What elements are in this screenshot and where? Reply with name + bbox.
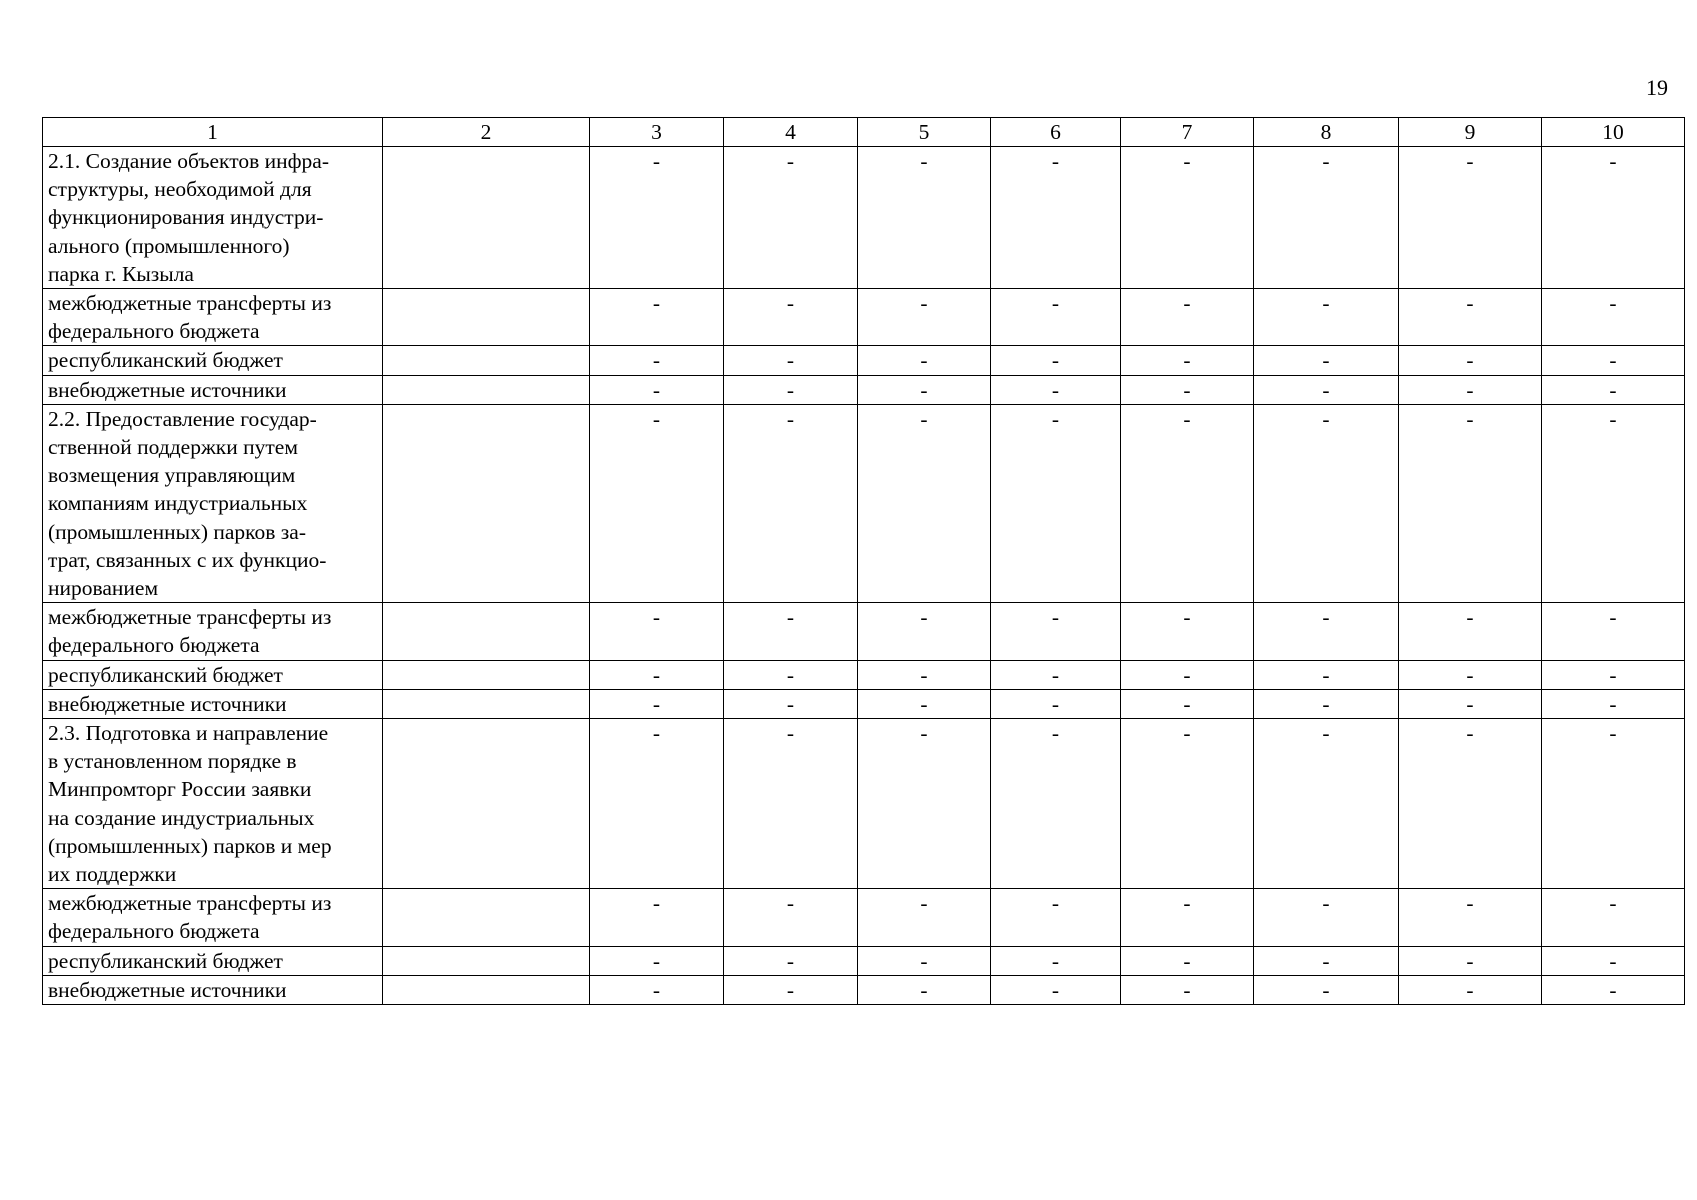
row-label-line: 2.1. Создание объектов инфра-	[48, 149, 329, 173]
table-row	[43, 346, 1685, 375]
row-col2-cell	[383, 346, 590, 375]
value-cell: -	[724, 147, 858, 289]
row-label-line: 2.2. Предоставление государ-	[48, 406, 317, 431]
column-header: 7	[1121, 118, 1254, 147]
value-cell: -	[590, 404, 724, 602]
value-cell: -	[1254, 975, 1399, 1004]
value-cell: -	[858, 289, 991, 346]
row-label-line: функционирования индустри-	[48, 205, 324, 230]
row-label-line: на создание индустриальных	[48, 805, 315, 830]
row-label	[43, 375, 383, 404]
value-cell: -	[590, 689, 724, 718]
row-label-line: (промышленных) парков за-	[48, 519, 306, 544]
row-label-line: ального (промышленного)	[48, 233, 290, 258]
row-label-line: межбюджетные трансферты из	[48, 291, 332, 316]
value-cell: -	[1121, 404, 1254, 602]
value-cell: -	[1121, 346, 1254, 375]
value-cell: -	[1121, 660, 1254, 689]
value-cell: -	[1254, 404, 1399, 602]
row-col2-cell	[383, 660, 590, 689]
value-cell: -	[1399, 603, 1542, 660]
value-cell: -	[1254, 147, 1399, 289]
column-header: 1	[43, 118, 383, 147]
row-label	[43, 404, 383, 602]
value-cell: -	[1254, 946, 1399, 975]
column-header: 10	[1542, 118, 1685, 147]
value-cell: -	[1121, 889, 1254, 946]
table-row	[43, 889, 1685, 946]
row-label-line: республиканский бюджет	[48, 662, 283, 687]
value-cell: -	[991, 289, 1121, 346]
row-label-line: структуры, необходимой для	[48, 177, 312, 202]
value-cell: -	[991, 975, 1121, 1004]
value-cell: -	[1399, 975, 1542, 1004]
value-cell: -	[590, 889, 724, 946]
value-cell: -	[858, 660, 991, 689]
value-cell: -	[1542, 603, 1685, 660]
value-cell: -	[1542, 660, 1685, 689]
funding-table	[42, 117, 1685, 1005]
row-label	[43, 289, 383, 346]
value-cell: -	[1399, 404, 1542, 602]
row-label-line: в установленном порядке в	[48, 749, 297, 774]
value-cell: -	[590, 975, 724, 1004]
value-cell: -	[724, 660, 858, 689]
row-label-line: их поддержки	[48, 862, 177, 887]
value-cell: -	[1399, 889, 1542, 946]
row-col2-cell	[383, 147, 590, 289]
value-cell: -	[1399, 375, 1542, 404]
table-row	[43, 660, 1685, 689]
column-header: 5	[858, 118, 991, 147]
value-cell: -	[724, 603, 858, 660]
value-cell: -	[590, 719, 724, 889]
row-label	[43, 689, 383, 718]
value-cell: -	[590, 603, 724, 660]
value-cell: -	[991, 719, 1121, 889]
value-cell: -	[1542, 404, 1685, 602]
row-label-line: 2.3. Подготовка и направление	[48, 721, 329, 746]
value-cell: -	[858, 946, 991, 975]
row-col2-cell	[383, 289, 590, 346]
value-cell: -	[1542, 975, 1685, 1004]
value-cell: -	[1399, 147, 1542, 289]
value-cell: -	[1254, 660, 1399, 689]
row-label	[43, 719, 383, 889]
table-row	[43, 404, 1685, 602]
table-row	[43, 719, 1685, 889]
row-col2-cell	[383, 375, 590, 404]
row-label-line: трат, связанных с их функцио-	[48, 547, 327, 572]
value-cell: -	[1121, 946, 1254, 975]
row-label	[43, 660, 383, 689]
row-label-line: республиканский бюджет	[48, 948, 283, 973]
table-row	[43, 375, 1685, 404]
value-cell: -	[724, 404, 858, 602]
value-cell: -	[858, 689, 991, 718]
value-cell: -	[1542, 147, 1685, 289]
table-body	[43, 118, 1685, 1005]
value-cell: -	[1542, 289, 1685, 346]
value-cell: -	[590, 375, 724, 404]
row-col2-cell	[383, 404, 590, 602]
value-cell: -	[1542, 946, 1685, 975]
value-cell: -	[590, 660, 724, 689]
value-cell: -	[1121, 975, 1254, 1004]
value-cell: -	[1542, 889, 1685, 946]
row-label-line: внебюджетные источники	[48, 377, 287, 402]
value-cell: -	[1542, 719, 1685, 889]
value-cell: -	[1121, 603, 1254, 660]
value-cell: -	[1542, 375, 1685, 404]
value-cell: -	[1121, 375, 1254, 404]
value-cell: -	[991, 404, 1121, 602]
value-cell: -	[1254, 603, 1399, 660]
column-header: 3	[590, 118, 724, 147]
row-label	[43, 975, 383, 1004]
row-col2-cell	[383, 946, 590, 975]
value-cell: -	[1121, 689, 1254, 718]
value-cell: -	[1254, 719, 1399, 889]
value-cell: -	[858, 375, 991, 404]
value-cell: -	[858, 404, 991, 602]
value-cell: -	[1121, 289, 1254, 346]
row-label-line: республиканский бюджет	[48, 348, 283, 373]
row-label-line: Минпромторг России заявки	[48, 777, 312, 802]
page-number: 19	[1646, 75, 1668, 100]
value-cell: -	[1399, 689, 1542, 718]
value-cell: -	[991, 889, 1121, 946]
value-cell: -	[991, 660, 1121, 689]
table-row	[43, 946, 1685, 975]
column-header: 6	[991, 118, 1121, 147]
value-cell: -	[590, 289, 724, 346]
column-header: 9	[1399, 118, 1542, 147]
row-label-line: ственной поддержки путем	[48, 435, 298, 460]
value-cell: -	[991, 689, 1121, 718]
table-row	[43, 689, 1685, 718]
value-cell: -	[590, 346, 724, 375]
row-col2-cell	[383, 975, 590, 1004]
value-cell: -	[858, 346, 991, 375]
value-cell: -	[991, 375, 1121, 404]
row-col2-cell	[383, 889, 590, 946]
table-row	[43, 289, 1685, 346]
row-label-line: возмещения управляющим	[48, 463, 296, 488]
row-label-line: внебюджетные источники	[48, 977, 287, 1002]
value-cell: -	[1254, 346, 1399, 375]
column-header: 8	[1254, 118, 1399, 147]
value-cell: -	[724, 289, 858, 346]
value-cell: -	[991, 946, 1121, 975]
row-label-line: парка г. Кызыла	[48, 261, 194, 286]
table-row	[43, 603, 1685, 660]
row-label-line: межбюджетные трансферты из	[48, 605, 332, 630]
row-col2-cell	[383, 603, 590, 660]
value-cell: -	[724, 346, 858, 375]
value-cell: -	[1121, 147, 1254, 289]
row-label	[43, 603, 383, 660]
value-cell: -	[724, 975, 858, 1004]
row-label-line: межбюджетные трансферты из	[48, 891, 332, 916]
value-cell: -	[1254, 375, 1399, 404]
value-cell: -	[724, 375, 858, 404]
value-cell: -	[1399, 719, 1542, 889]
value-cell: -	[1254, 289, 1399, 346]
value-cell: -	[1254, 689, 1399, 718]
value-cell: -	[858, 147, 991, 289]
value-cell: -	[724, 689, 858, 718]
row-label-line: федерального бюджета	[48, 633, 260, 658]
row-label-line: компаниям индустриальных	[48, 491, 308, 516]
value-cell: -	[590, 946, 724, 975]
row-label-line: внебюджетные источники	[48, 691, 287, 716]
row-label-line: (промышленных) парков и мер	[48, 833, 332, 858]
table-row	[43, 975, 1685, 1004]
value-cell: -	[1399, 660, 1542, 689]
value-cell: -	[858, 603, 991, 660]
value-cell: -	[858, 889, 991, 946]
row-col2-cell	[383, 719, 590, 889]
row-label-line: федерального бюджета	[48, 319, 260, 344]
value-cell: -	[1399, 289, 1542, 346]
value-cell: -	[724, 946, 858, 975]
row-label	[43, 147, 383, 289]
value-cell: -	[858, 975, 991, 1004]
table-row	[43, 147, 1685, 289]
value-cell: -	[991, 147, 1121, 289]
value-cell: -	[1542, 689, 1685, 718]
value-cell: -	[1254, 889, 1399, 946]
value-cell: -	[1399, 946, 1542, 975]
value-cell: -	[724, 719, 858, 889]
value-cell: -	[991, 603, 1121, 660]
value-cell: -	[858, 719, 991, 889]
value-cell: -	[724, 889, 858, 946]
row-col2-cell	[383, 689, 590, 718]
row-label-line: нированием	[48, 576, 159, 601]
value-cell: -	[1542, 346, 1685, 375]
value-cell: -	[991, 346, 1121, 375]
header-row	[43, 118, 1685, 147]
row-label	[43, 346, 383, 375]
value-cell: -	[590, 147, 724, 289]
row-label	[43, 946, 383, 975]
value-cell: -	[1399, 346, 1542, 375]
row-label-line: федерального бюджета	[48, 919, 260, 944]
value-cell: -	[1121, 719, 1254, 889]
row-label	[43, 889, 383, 946]
column-header: 2	[383, 118, 590, 147]
column-header: 4	[724, 118, 858, 147]
